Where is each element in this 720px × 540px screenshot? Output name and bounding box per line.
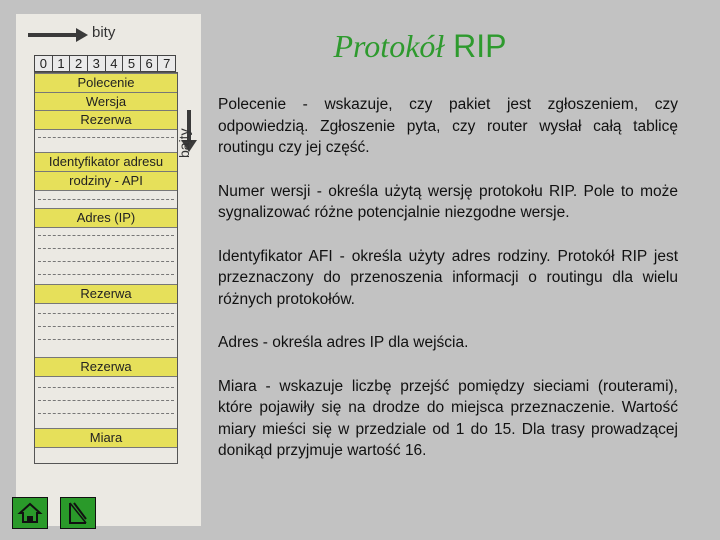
field-rodziny: rodziny - API [35,171,177,191]
term: Numer wersji [218,182,311,200]
divider [38,137,174,138]
divider [38,313,174,314]
field-rezerwa: Rezerwa [35,110,177,130]
field-polecenie: Polecenie [35,73,177,93]
bit-number: 4 [105,55,123,72]
arrow-head-icon [76,28,88,42]
field-wersja: Wersja [35,92,177,112]
paragraph-polecenie [218,94,678,159]
definition: - określa użytą wersję protokołu RIP. Pole to może sygnalizować różne potencjalnie niezgodne wersje. [218,182,678,221]
paragraph-adres [218,332,678,354]
next-slide-icon [61,498,95,528]
bit-number: 0 [34,55,52,72]
rip-packet-diagram [34,72,178,464]
home-icon [13,498,47,528]
term: Identyfikator AFI [218,247,333,265]
bit-number: 6 [140,55,158,72]
divider [38,248,174,249]
definition: - określa adres IP dla wejścia. [258,334,469,351]
bit-number: 7 [157,55,176,72]
next-slide-button[interactable] [60,497,96,529]
field-miara: Miara [35,428,177,448]
definition: - wskazuje liczbę przejść pomiędzy sieciami (routerami), które pojawiły się na drodze do miejsca przeznaczenie. Wartość miary mieści się w przedziale od 1 do 15. Dla trasy prowadzącej donikąd przyjmuje wartość 16. [218,377,678,459]
title-part1: Protokół [333,28,445,64]
definition: - wskazuje, czy pakiet jest zgłoszeniem, czy odpowiedzią. Zgłoszenie pyta, czy router wysłał całą tablicę routingu czy jej część. [218,96,678,156]
field-rezerwa: Rezerwa [35,284,177,304]
bits-indicator [16,24,156,44]
divider [38,326,174,327]
divider [38,413,174,414]
divider [38,274,174,275]
bit-number: 3 [87,55,105,72]
paragraph-miara [218,376,678,462]
term: Miara [218,377,257,395]
field-rezerwa: Rezerwa [35,357,177,377]
bit-number: 5 [122,55,140,72]
bytes-label: bajty [176,128,192,158]
divider [38,400,174,401]
divider [38,339,174,340]
bytes-indicator [176,110,202,170]
bit-number: 1 [52,55,70,72]
paragraph-afi [218,246,678,311]
field-adres: Adres (IP) [35,208,177,228]
paragraph-wersja [218,181,678,224]
bits-label: bity [92,24,116,41]
divider [38,199,174,200]
title-part2: RIP [453,28,507,64]
definition: - określa użyty adres rodziny. Protokół RIP jest przeznaczony do przenoszenia informacji o routingu dla wielu różnych protokołów. [218,247,678,308]
term: Adres [218,334,259,351]
divider [38,235,174,236]
bit-number: 2 [69,55,87,72]
term: Polecenie [218,96,287,113]
field-identyfikator: Identyfikator adresu [35,152,177,172]
divider [38,261,174,262]
home-button[interactable] [12,497,48,529]
right-arrow-icon [28,33,80,37]
divider [38,387,174,388]
bit-number-row [34,55,176,72]
description-text [218,94,678,484]
